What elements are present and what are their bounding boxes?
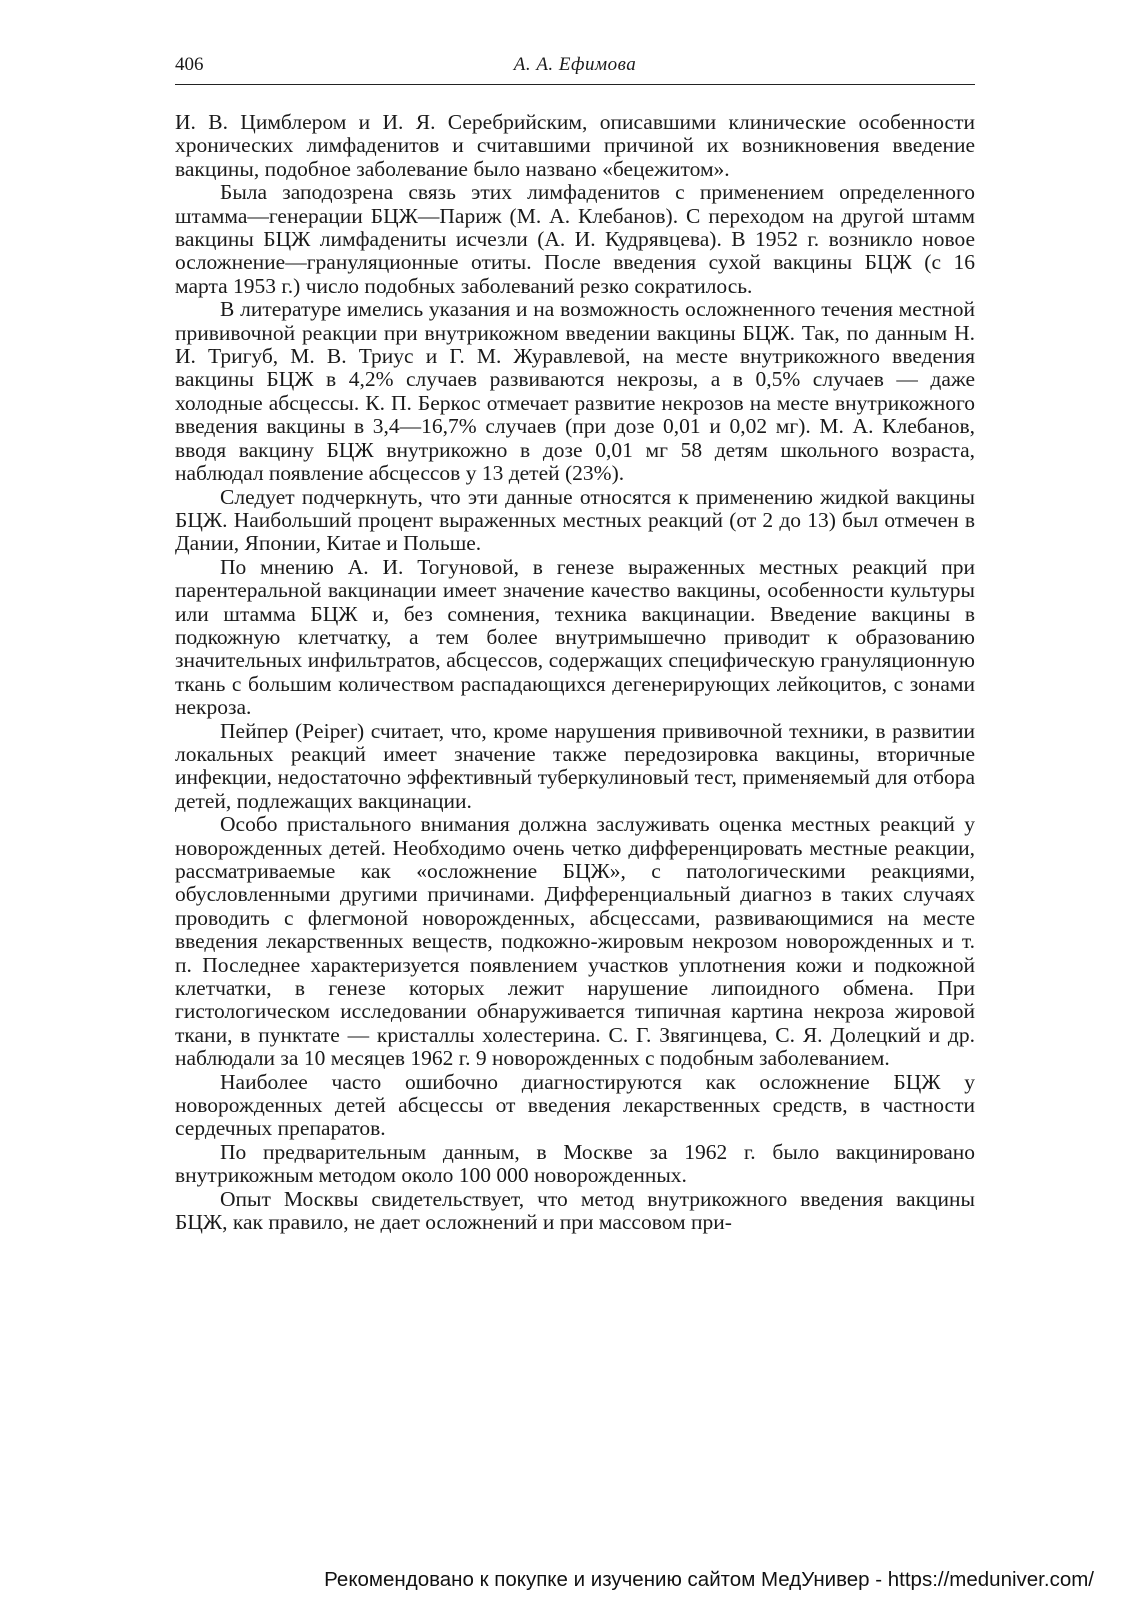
paragraph: Была заподозрена связь этих лимфаденитов с применением определенного штамма—генерации БЦЖ—Париж (М. А. Клебанов). С переходом на другой штамм вакцины БЦЖ лимфадениты исчезли (А. И. Кудрявцева). В 1952 г. возникло новое осложнение—грануляционные отиты. После введения сухой вакцины БЦЖ (с 16 марта 1953 г.) число подобных заболеваний резко сократилось. (175, 180, 975, 298)
paragraph: Наиболее часто ошибочно диагностируются как осложнение БЦЖ у новорожденных детей абсцессы от введения лекарственных средств, в частности сердечных препаратов. (175, 1069, 975, 1141)
paragraph: Следует подчеркнуть, что эти данные относятся к применению жидкой вакцины БЦЖ. Наибольший процент выраженных местных реакций (от 2 до 13) был отмечен в Дании, Японии, Китае и Польше. (175, 484, 975, 556)
footer-recommendation: Рекомендовано к покупке и изучению сайтом МедУнивер - https://meduniver.com/ (324, 1568, 1094, 1591)
paragraph: Особо пристального внимания должна заслуживать оценка местных реакций у новорожденных детей. Необходимо очень четко дифференцировать местные реакции, рассматриваемые как «осложнение БЦЖ», с патологическими реакциями, обусловленными другими причинами. Дифференциальный диагноз в таких случаях проводить с флегмоной новорожденных, абсцессами, развивающимися на месте введения лекарственных веществ, подкожно-жировым некрозом новорожденных и т. п. Последнее характеризуется появлением участков уплотнения кожи и подкожной клетчатки, в генезе которых лежит нарушение липоидного обмена. При гистологическом исследовании обнаруживается типичная картина некроза жировой ткани, в пунктате — кристаллы холестерина. С. Г. Звягинцева, С. Я. Долецкий и др. наблюдали за 10 месяцев 1962 г. 9 новорожденных с подобным заболеванием. (175, 812, 975, 1071)
paragraph: По мнению А. И. Тогуновой, в генезе выраженных местных реакций при парентеральной вакцинации имеет значение качество вакцины, особенности культуры или штамма БЦЖ и, без сомнения, техника вакцинации. Введение вакцины в подкожную клетчатку, а тем более внутримышечно приводит к образованию значительных инфильтратов, абсцессов, содержащих специфическую грануляционную ткань с большим количеством распадающихся дегенерирующих лейкоцитов, с зонами некроза. (175, 554, 975, 720)
page-number: 406 (175, 54, 204, 75)
paragraph: И. В. Цимблером и И. Я. Серебрийским, описавшими клинические особенности хронических лимфаденитов и считавшими причиной их возникновения введение вакцины, подобное заболевание было названо «бецежитом». (175, 110, 975, 181)
paragraph: Пейпер (Peiper) считает, что, кроме нарушения прививочной техники, в развитии локальных реакций имеет значение также передозировка вакцины, вторичные инфекции, недостаточно эффективный туберкулиновый тест, применяемый для отбора детей, подлежащих вакцинации. (175, 718, 975, 813)
article-body (175, 111, 975, 1235)
running-title: А. А. Ефимова (513, 54, 637, 75)
paragraph: Опыт Москвы свидетельствует, что метод внутрикожного введения вакцины БЦЖ, как правило, не дает осложнений и при массовом при- (175, 1186, 975, 1235)
page-header (175, 50, 975, 85)
paragraph: В литературе имелись указания и на возможность осложненного течения местной прививочной реакции при внутрикожном введении вакцины БЦЖ. Так, по данным Н. И. Тригуб, М. В. Триус и Г. М. Журавлевой, на месте внутрикожного введения вакцины БЦЖ в 4,2% случаев развиваются некрозы, а в 0,5% случаев — даже холодные абсцессы. К. П. Беркос отмечает развитие некрозов на месте внутрикожного введения вакцины в 3,4—16,7% случаев (при дозе 0,01 и 0,02 мг). М. А. Клебанов, вводя вакцину БЦЖ внутрикожно в дозе 0,01 мг 58 детям школьного возраста, наблюдал появление абсцессов у 13 детей (23%). (175, 297, 975, 486)
paragraph: По предварительным данным, в Москве за 1962 г. было вакцинировано внутрикожным методом около 100 000 новорожденных. (175, 1139, 975, 1188)
